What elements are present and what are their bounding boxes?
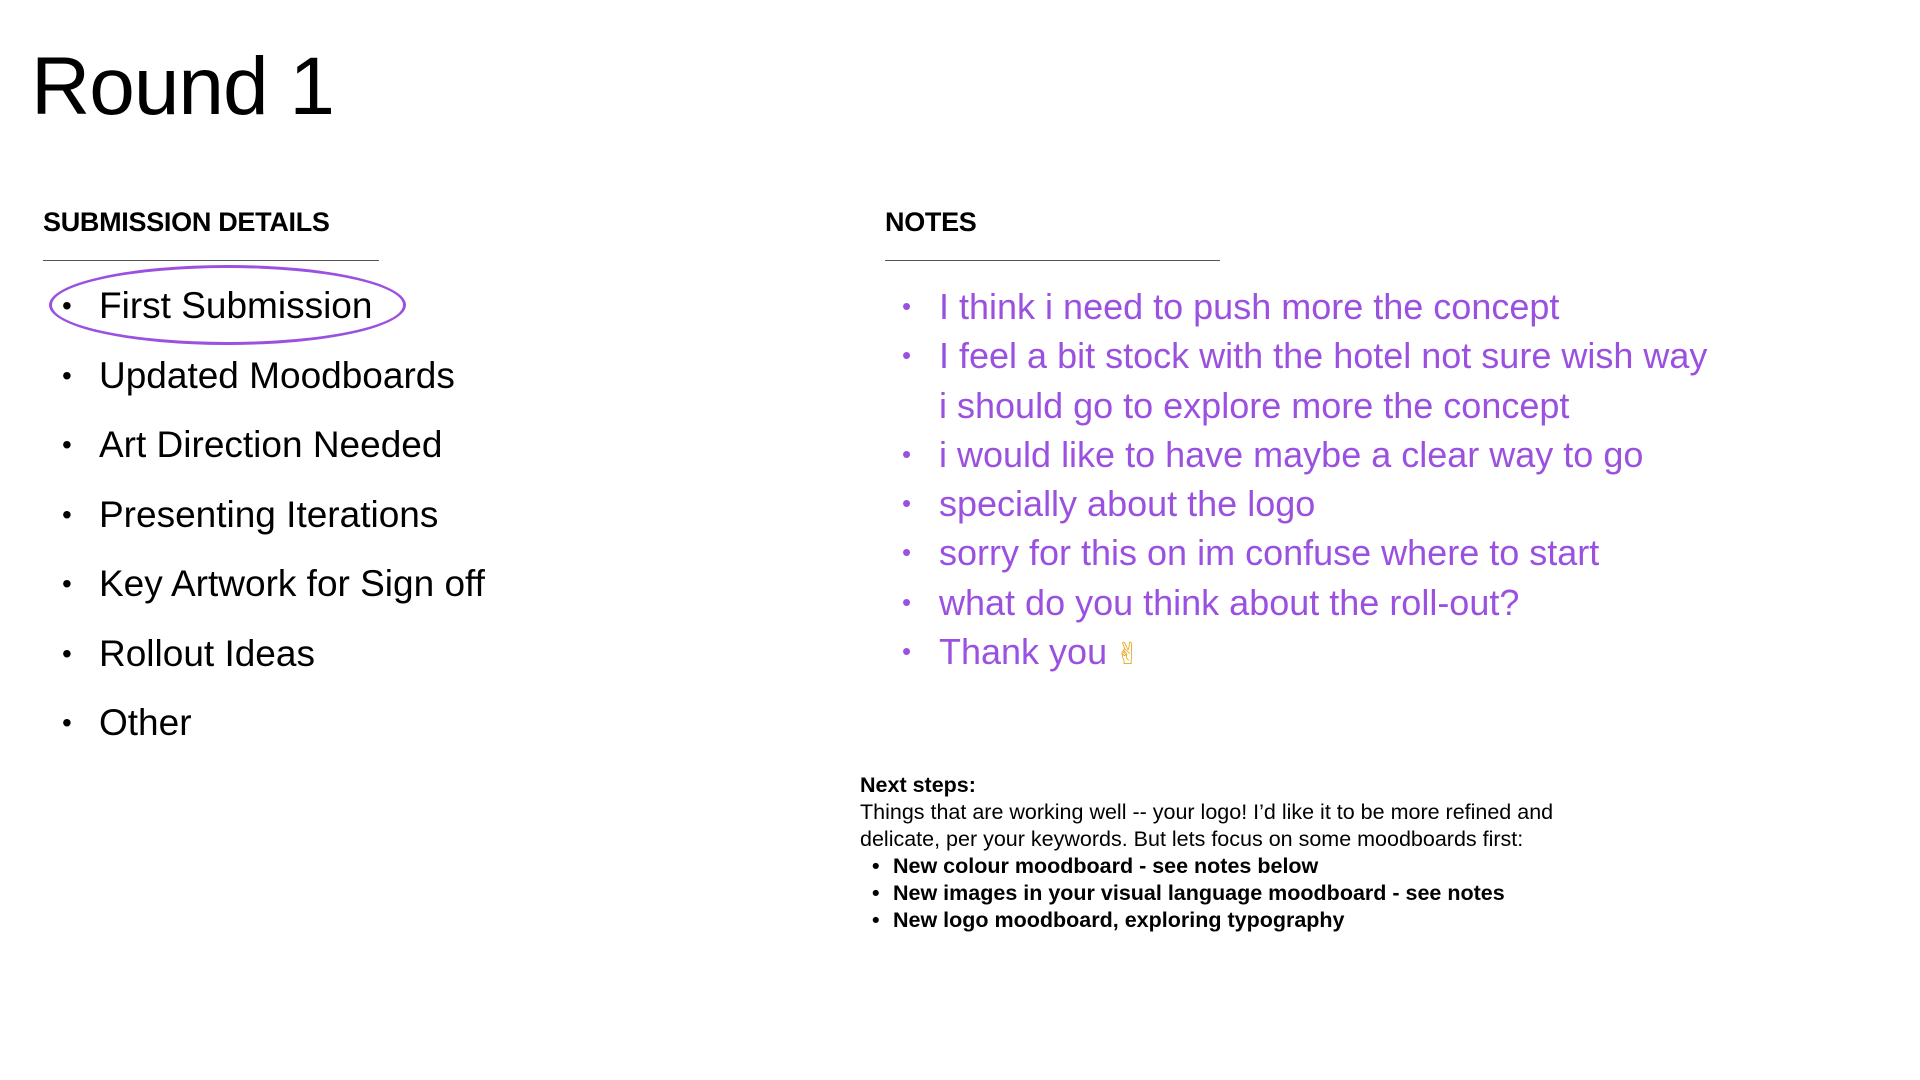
victory-hand-icon: ✌ — [1115, 638, 1141, 672]
next-steps-block — [860, 772, 1620, 934]
note-item — [902, 528, 1722, 577]
note-text: sorry for this on im confuse where to start — [939, 532, 1600, 574]
submission-item — [62, 556, 485, 626]
note-item — [902, 627, 1722, 679]
submission-details-list — [62, 278, 485, 765]
bullet-icon: • — [872, 881, 880, 905]
submission-item-label: Art Direction Needed — [99, 424, 443, 465]
bullet-icon: • — [62, 498, 72, 530]
bullet-icon: • — [902, 636, 912, 667]
next-step-item — [860, 853, 1620, 880]
notes-divider — [885, 260, 1220, 261]
submission-item-label: Rollout Ideas — [99, 632, 315, 674]
note-text: i would like to have maybe a clear way to go — [939, 433, 1644, 475]
notes-list — [902, 282, 1722, 679]
submission-item — [62, 348, 485, 418]
next-steps-body: Things that are working well -- your logo! I’d like it to be more refined and delicate, per your keywords. But lets focus on some moodboards first: — [860, 800, 1554, 851]
submission-item-label: First Submission — [99, 285, 373, 326]
submission-item-label: Other — [99, 702, 192, 743]
bullet-icon: • — [872, 908, 880, 932]
submission-item-label: Key Artwork for Sign off — [99, 563, 485, 604]
bullet-icon: • — [902, 291, 912, 321]
bullet-icon: • — [62, 568, 72, 599]
submission-item — [62, 278, 485, 348]
submission-item-label: Updated Moodboards — [99, 354, 455, 396]
next-step-item — [860, 880, 1620, 907]
submission-item — [62, 417, 485, 487]
next-steps-list — [860, 853, 1620, 934]
bullet-icon: • — [62, 707, 72, 738]
bullet-icon: • — [902, 537, 912, 568]
submission-details-divider — [43, 260, 379, 261]
submission-details-heading: SUBMISSION DETAILS — [43, 207, 330, 237]
page-title: Round 1 — [31, 41, 335, 132]
submission-item — [62, 695, 485, 765]
bullet-icon: • — [62, 637, 72, 669]
next-step-text: New logo moodboard, exploring typography — [893, 908, 1345, 932]
note-text: what do you think about the roll-out? — [939, 581, 1520, 623]
submission-item — [62, 626, 485, 696]
bullet-icon: • — [902, 586, 912, 617]
bullet-icon: • — [62, 429, 72, 460]
submission-item-label: Presenting Iterations — [99, 493, 439, 535]
bullet-icon: • — [62, 359, 72, 391]
bullet-icon: • — [902, 340, 912, 371]
next-step-text: New colour moodboard - see notes below — [893, 854, 1319, 878]
next-steps-heading: Next steps: — [860, 773, 976, 797]
note-text: Thank you — [939, 631, 1108, 673]
next-step-text: New images in your visual language moodboard - see notes — [893, 881, 1505, 905]
note-item — [902, 430, 1722, 479]
note-text: I think i need to push more the concept — [939, 286, 1560, 327]
note-item — [902, 282, 1722, 331]
notes-heading: NOTES — [885, 207, 977, 237]
bullet-icon: • — [902, 438, 912, 469]
submission-item — [62, 487, 485, 557]
note-text: specially about the logo — [939, 483, 1316, 525]
note-item — [902, 578, 1722, 627]
note-item — [902, 331, 1722, 430]
next-step-item — [860, 907, 1620, 934]
bullet-icon: • — [62, 290, 72, 321]
bullet-icon: • — [872, 854, 880, 878]
note-text: I feel a bit stock with the hotel not sure wish way i should go to explore more the concept — [939, 335, 1708, 426]
bullet-icon: • — [902, 488, 912, 519]
note-item — [902, 479, 1722, 528]
